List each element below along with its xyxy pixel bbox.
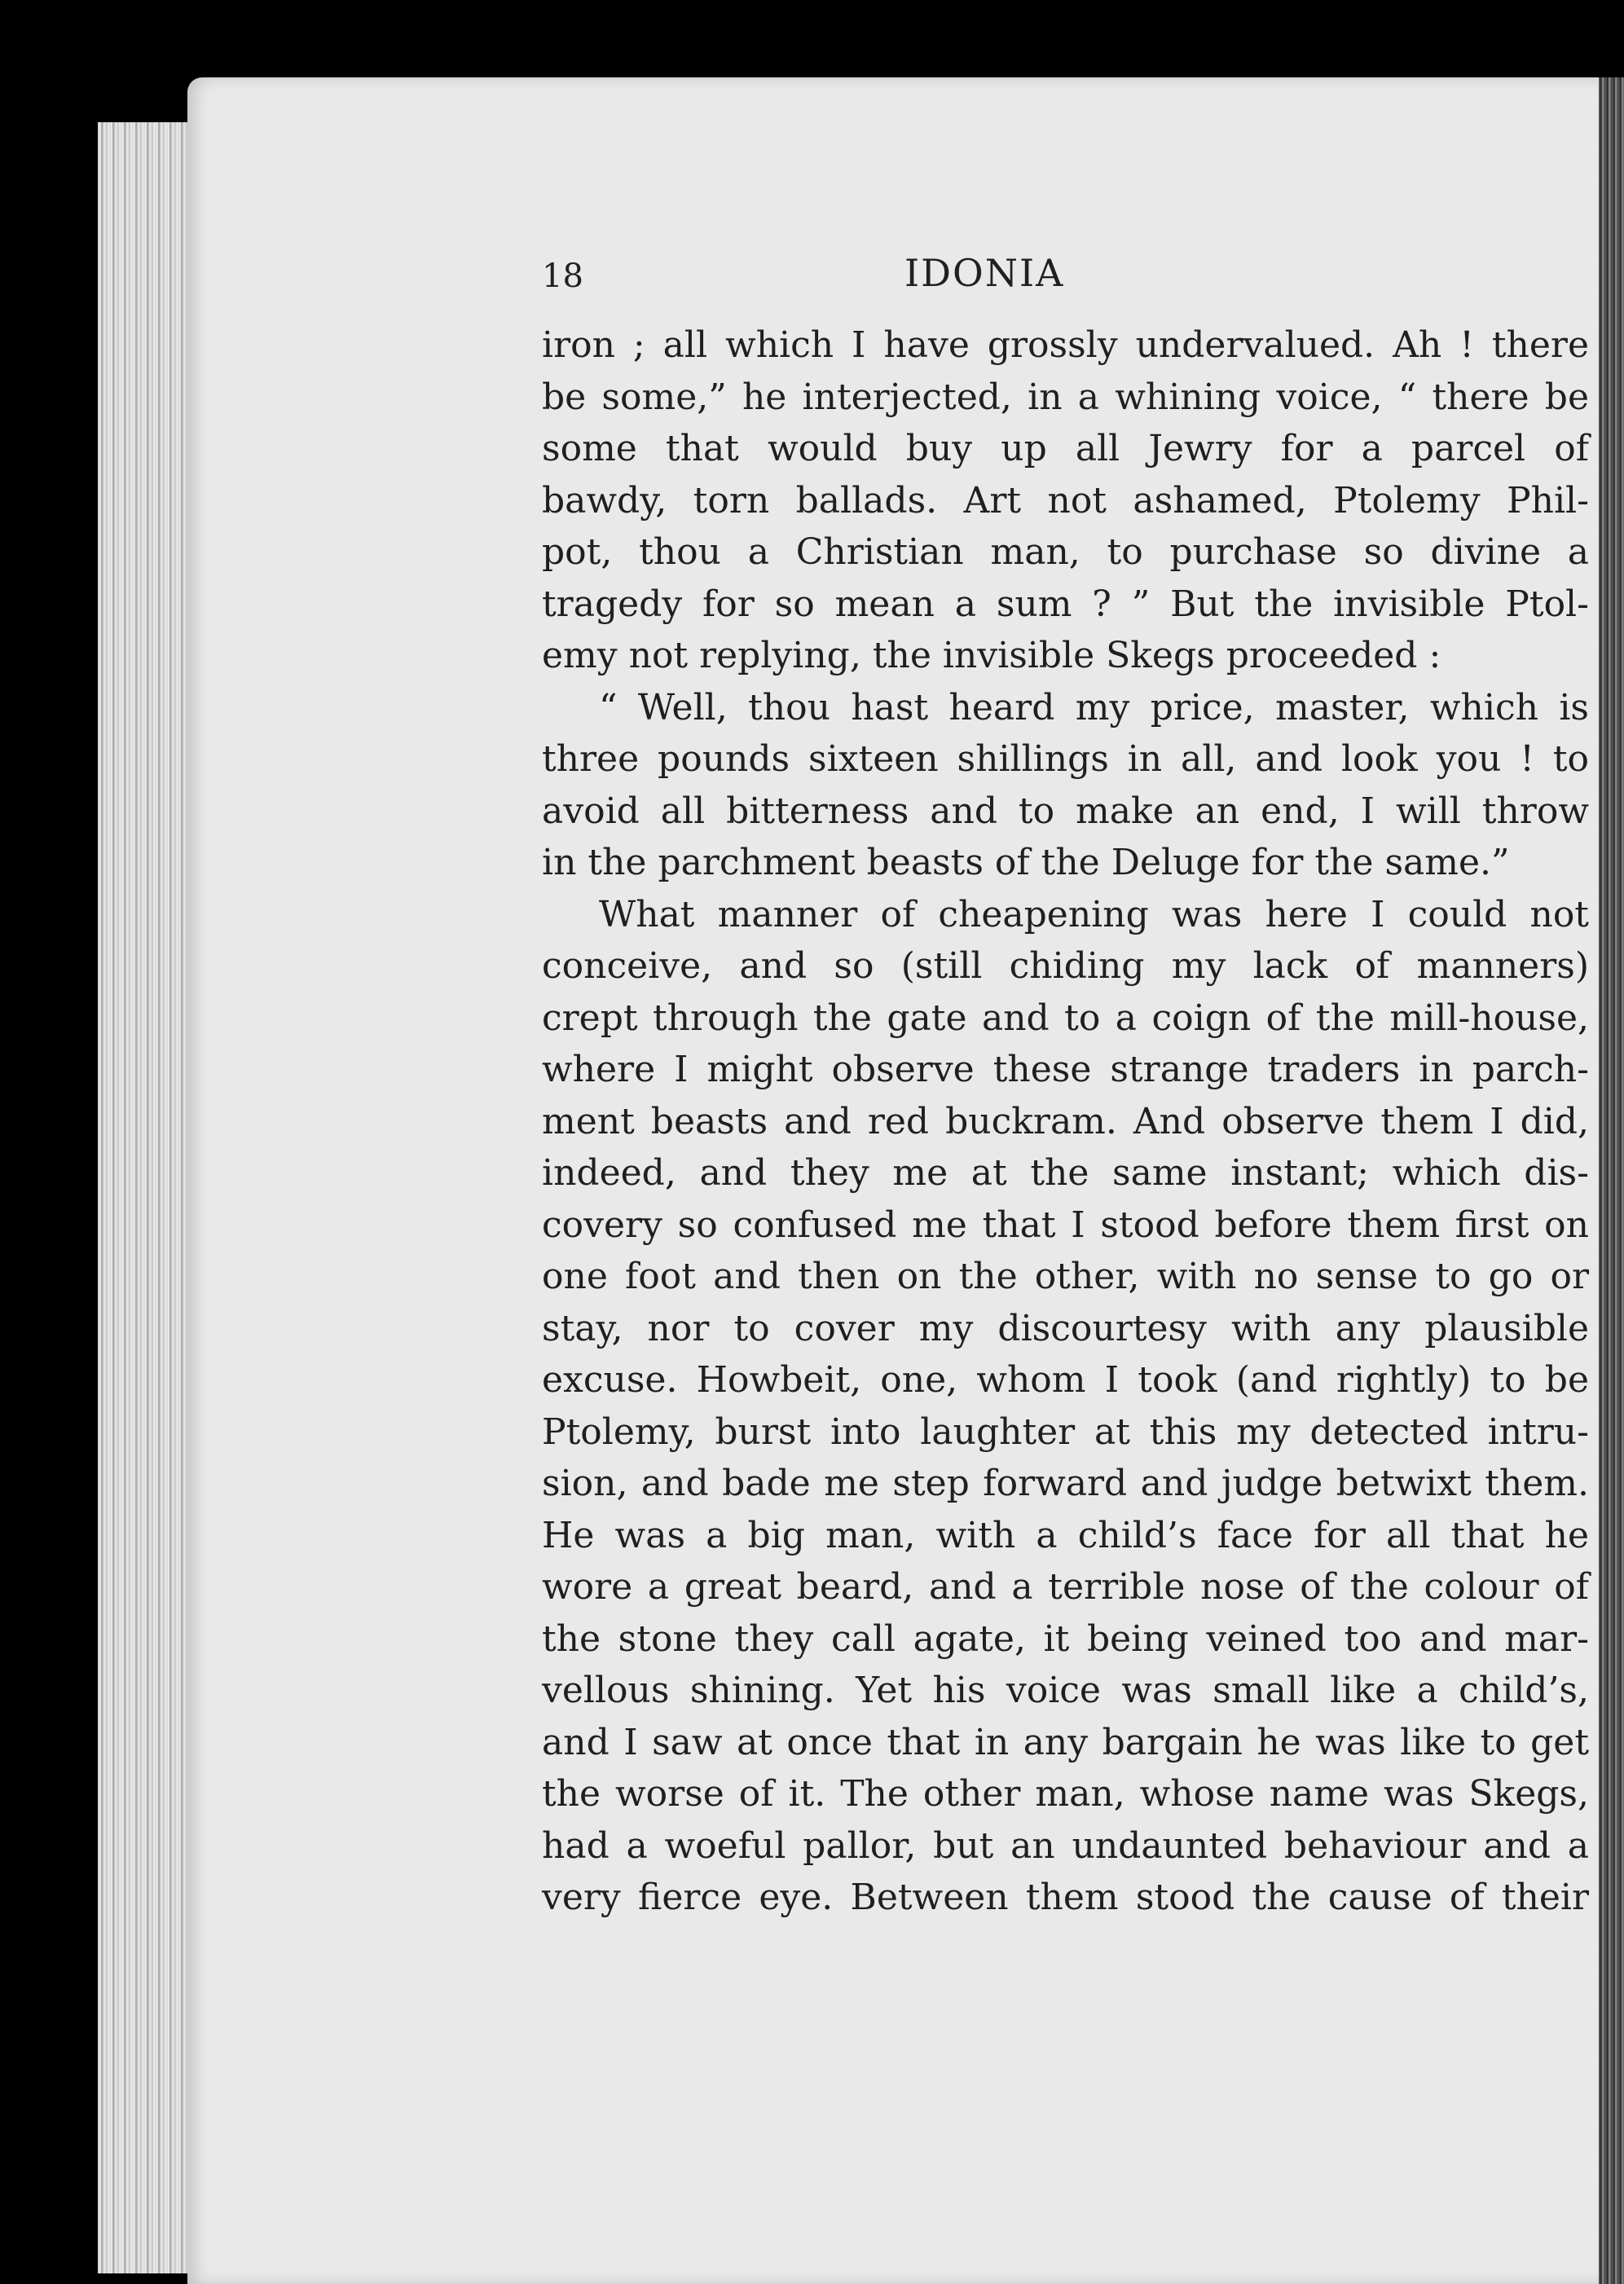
text-line: be some,” he interjected, in a whining voice, “ there be [542, 376, 1589, 418]
text-line: vellous shining. Yet his voice was small like a child’s, [542, 1670, 1589, 1711]
text-line: stay, nor to cover my discourtesy with any plausible [542, 1307, 1589, 1349]
text-line: pot, thou a Christian man, to purchase so divine a [542, 531, 1589, 573]
page-number: 18 [542, 257, 583, 295]
text-line: He was a big man, with a child’s face for all that he [542, 1514, 1589, 1556]
text-line: very fierce eye. Between them stood the cause of their [542, 1877, 1589, 1918]
text-line: and I saw at once that in any bargain he was like to get [542, 1721, 1589, 1763]
text-line: tragedy for so mean a sum ? ” But the invisible Ptol- [542, 583, 1589, 625]
page-header [542, 251, 1577, 308]
text-line: iron ; all which I have grossly undervalued. Ah ! there [542, 324, 1589, 366]
text-line: indeed, and they me at the same instant; which dis- [542, 1152, 1589, 1194]
body-text [542, 319, 1589, 1924]
text-line: the stone they call agate, it being veined too and mar- [542, 1617, 1589, 1660]
text-line: “ Well, thou hast heard my price, master, which is [599, 686, 1589, 728]
text-line: emy not replying, the invisible Skegs proceeded : [542, 635, 1441, 676]
text-line: one foot and then on the other, with no sense to go or [542, 1256, 1589, 1297]
text-line: ment beasts and red buckram. And observe them I did, [542, 1100, 1589, 1142]
text-line: covery so confused me that I stood before them first on [542, 1204, 1589, 1246]
text-line: What manner of cheapening was here I could not [599, 893, 1589, 935]
page-right-edge [1599, 77, 1624, 2284]
text-line: some that would buy up all Jewry for a parcel of [542, 428, 1589, 469]
text-line: three pounds sixteen shillings in all, and look you ! to [542, 738, 1589, 780]
text-line: bawdy, torn ballads. Art not ashamed, Ptolemy Phil- [542, 479, 1589, 521]
text-line: sion, and bade me step forward and judge betwixt them. [542, 1463, 1589, 1504]
text-line: where I might observe these strange traders in parch- [542, 1049, 1589, 1090]
text-line: Ptolemy, burst into laughter at this my detected intru- [542, 1410, 1589, 1453]
text-line: had a woeful pallor, but an undaunted behaviour and a [542, 1824, 1589, 1867]
text-line: in the parchment beasts of the Deluge for the same.” [542, 842, 1510, 883]
text-line: conceive, and so (still chiding my lack of manners) [542, 945, 1589, 987]
text-line: avoid all bitterness and to make an end, I will throw [542, 790, 1589, 832]
text-line: excuse. Howbeit, one, whom I took (and rightly) to be [542, 1359, 1589, 1401]
text-line: crept through the gate and to a coign of the mill-house, [542, 997, 1589, 1039]
running-head: IDONIA [904, 251, 1065, 295]
text-line: wore a great beard, and a terrible nose of the colour of [542, 1566, 1589, 1608]
text-line: the worse of it. The other man, whose name was Skegs, [542, 1773, 1589, 1815]
